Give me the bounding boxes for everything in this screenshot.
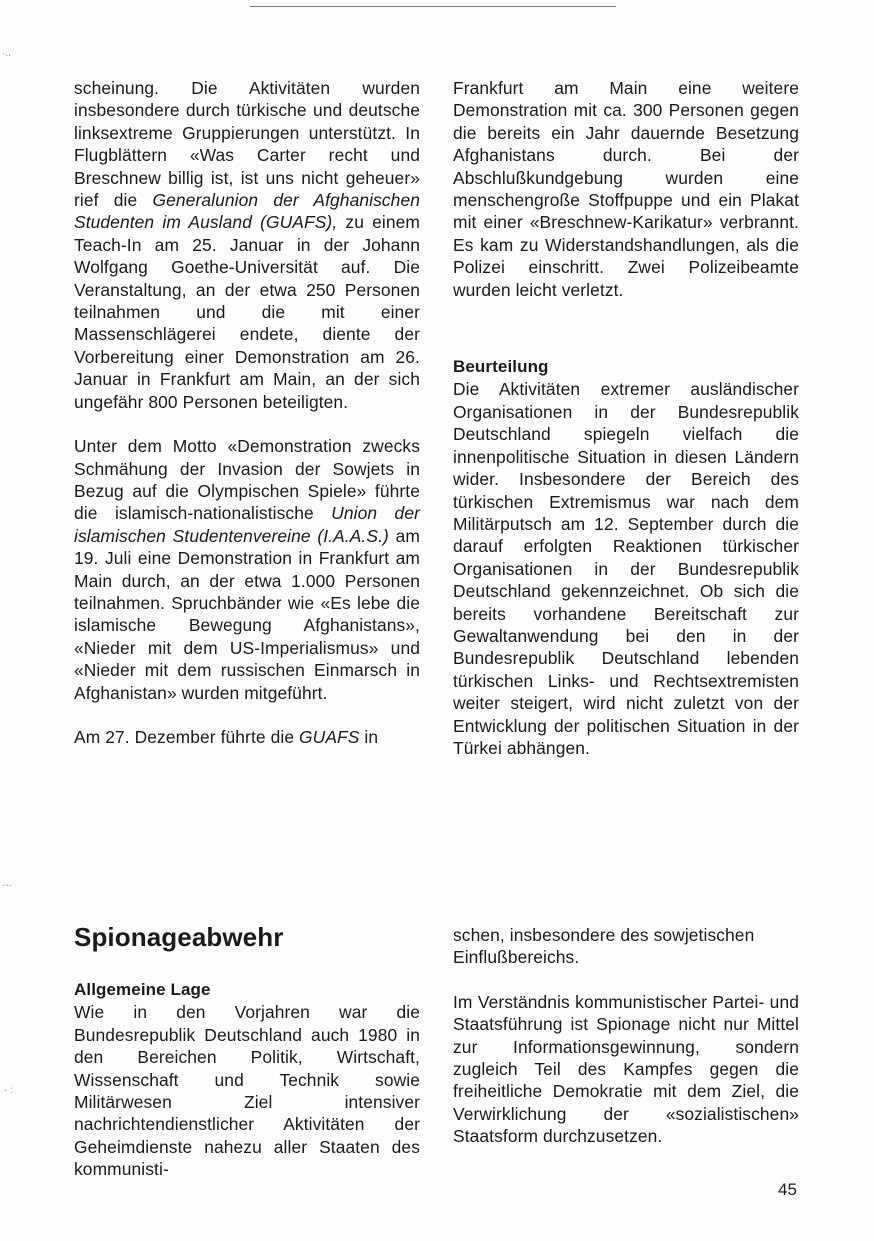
org-name-iaas: Union der islamischen Studentenvereine (I.A.A.S.) [74, 503, 420, 546]
bottom-right-column [453, 924, 799, 1148]
paragraph-december: Am 27. Dezember führte die GUAFS in [74, 726, 379, 747]
org-name-guafs: Generalunion der Afghanischen Studenten im Ausland (GUAFS), [74, 190, 420, 233]
paragraph-iaas-demonstration: Unter dem Motto «Demonstration zwecks Schmähung der Invasion der Sowjets in Bezug auf die Olympischen Spiele» führte die islamisch-nationalistische Union der islamischen Studentenvereine (I.A.A.S.) am 19. Juli eine Demonstration in Frankfurt am Main durch, an der etwa 1.000 Personen teilnahmen. Spruchbänder wie «Es lebe die islamische Bewegung Afghanistans», «Nieder mit dem US-Imperialismus» und «Nieder mit dem russischen Einmarsch in Afghanistan» wurden mitgeführt. [74, 436, 420, 703]
paragraph-spionage: Im Verständnis kommunistischer Partei- und Staatsführung ist Spionage nicht nur Mittel zur Informationsgewinnung, sondern zugleich Teil des Kampfes gegen die freiheitliche Demokratie mit dem Ziel, die Verwirklichung der «sozialistischen» Staatsform durchzusetzen. [453, 991, 799, 1147]
section-title: Spionageabwehr [74, 922, 284, 952]
paragraph-allgemeine-lage: Wie in den Vorjahren war die Bundesrepublik Deutschland auch 1980 in den Bereichen Politik, Wirtschaft, Wissenschaft und Technik sowie Militärwesen Ziel intensiver nachrichtendienstlicher Aktivitäten der Geheimdienste nahezu aller Staaten des kommunisti- [74, 1002, 420, 1180]
heading-beurteilung: Beurteilung [453, 357, 549, 377]
scan-mark: ·.. [2, 48, 11, 59]
paragraph-frankfurt-demo: Frankfurt am Main eine weitere Demonstration mit ca. 300 Personen gegen die bereits ein Jahr dauernde Besetzung Afghanistans durch. Bei der Abschlußkundgebung wurden eine menschengroße Stoffpuppe und ein Plakat mit einer «Breschnew-Karikatur» verbrannt. Es kam zu Widerstandshandlungen, als die Polizei einschritt. Zwei Polizeibeamte wurden leicht verletzt. [453, 78, 799, 300]
top-rule [250, 6, 616, 7]
paragraph-beurteilung: Die Aktivitäten extremer ausländischer Organisationen in der Bundesrepublik Deutschland spiegeln vielfach die innenpolitische Situation in diesen Ländern wider. Insbesondere der Bereich des türkischen Extremismus war nach dem Militärputsch am 12. September durch die darauf erfolgten Reaktionen türkischer Organisationen in der Bundesrepublik Deutschland gekennzeichnet. Ob sich die bereits vorhandene Bereitschaft zur Gewaltanwendung bei den in der Bundesrepublik Deutschland lebenden türkischen Links- und Rechtsextremisten weiter steigert, wird nicht zuletzt von der Entwicklung der politischen Situation in der Türkei abhängen. [453, 379, 799, 758]
scan-mark: ·-· [2, 880, 12, 891]
top-right-column [453, 77, 799, 759]
bottom-left-column [74, 922, 420, 1181]
paragraph-einflussbereich: schen, insbesondere des sowjetischen Einflußbereichs. [453, 925, 755, 968]
top-left-column [74, 77, 420, 748]
subheading-allgemeine-lage: Allgemeine Lage [74, 980, 211, 999]
scan-mark: - : [4, 1085, 13, 1096]
org-name-guafs-2: GUAFS [299, 726, 360, 747]
page-number: 45 [778, 1180, 797, 1199]
paragraph-guafs-teach-in: scheinung. Die Aktivitäten wurden insbesondere durch türkische und deutsche linksextreme Gruppierungen unterstützt. In Flugblättern «Was Carter recht und Breschnew billig ist, ist uns nicht geheuer» rief die Generalunion der Afghanischen Studenten im Ausland (GUAFS), zu einem Teach-In am 25. Januar in der Johann Wolfgang Goethe-Universität auf. Die Veranstaltung, an der etwa 250 Personen teilnahmen und die mit einer Massenschlägerei endete, diente der Vorbereitung einer Demonstration am 26. Januar in Frankfurt am Main, an der sich ungefähr 800 Personen beteiligten. [74, 78, 421, 412]
